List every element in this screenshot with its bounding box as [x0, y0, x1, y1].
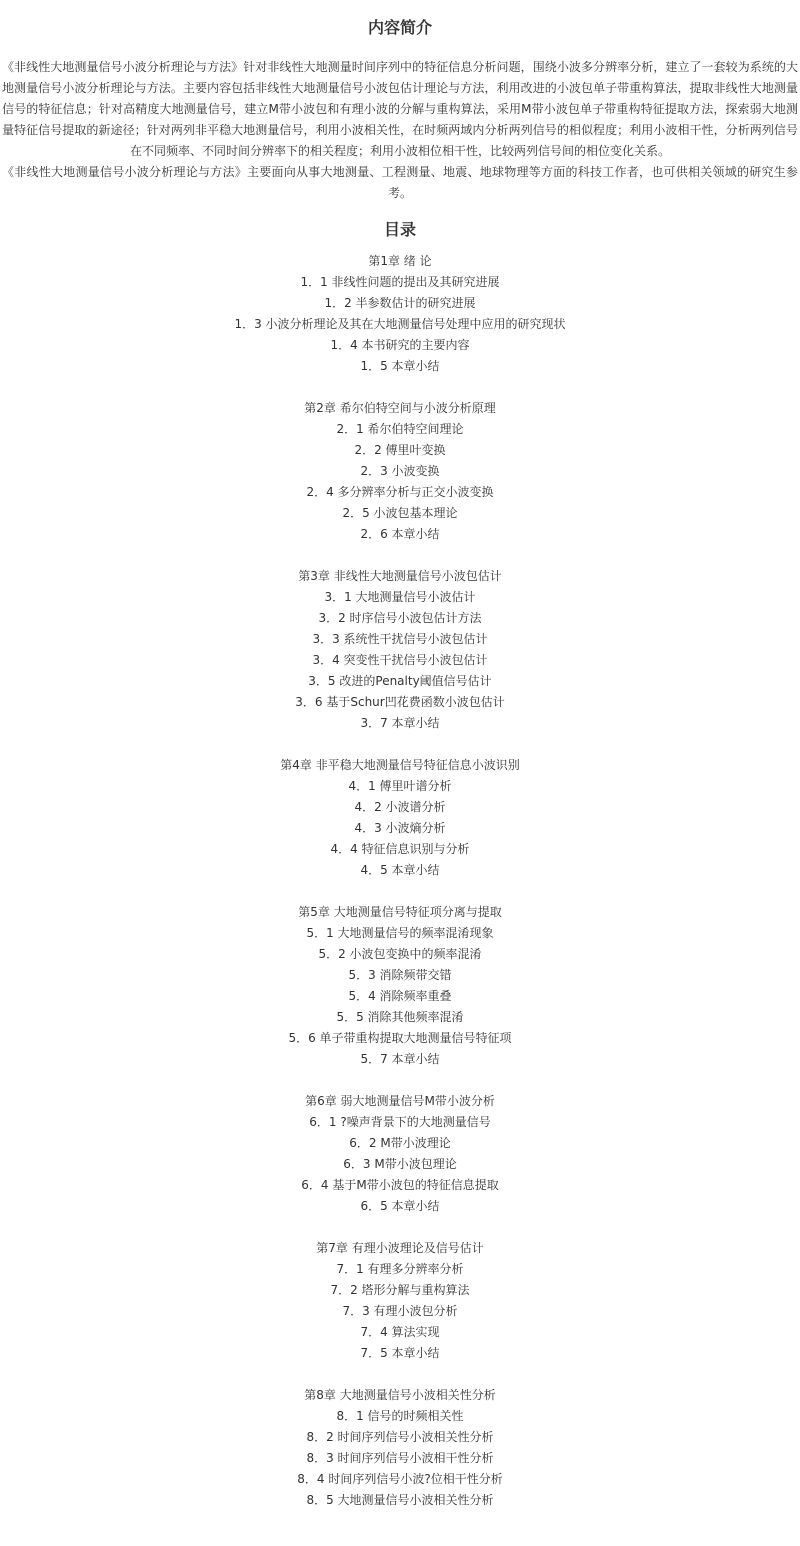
- toc-chapter: [0, 755, 800, 881]
- chapter-title: 第4章 非平稳大地测量信号特征信息小波识别: [280, 758, 520, 772]
- toc-item: 8．2 时间序列信号小波相关性分析: [306, 1430, 494, 1444]
- toc-item: 6．4 基于M带小波包的特征信息提取: [301, 1178, 499, 1192]
- toc-item: 1．4 本书研究的主要内容: [330, 338, 470, 352]
- toc-item: 5．3 消除频带交错: [348, 968, 452, 982]
- toc-item: 7．3 有理小波包分析: [342, 1304, 458, 1318]
- toc-item: 7．2 塔形分解与重构算法: [330, 1283, 470, 1297]
- toc-chapter: [0, 1385, 800, 1511]
- toc-item: 2．5 小波包基本理论: [342, 506, 458, 520]
- toc-item: 5．7 本章小结: [360, 1052, 440, 1066]
- chapter-title: 第5章 大地测量信号特征项分离与提取: [298, 905, 502, 919]
- intro-paragraph: 《非线性大地测量信号小波分析理论与方法》主要面向从事大地测量、工程测量、地震、地球物理等方面的科技工作者，也可供相关领域的研究生参考。: [2, 165, 798, 200]
- intro-paragraph: 《非线性大地测量信号小波分析理论与方法》针对非线性大地测量时间序列中的特征信息分析问题，围绕小波多分辨率分析，建立了一套较为系统的大地测量信号小波分析理论与方法。主要内容包括非线性大地测量信号小波包估计理论与方法，利用改进的小波包单子带重构算法，提取非线性大地测量信号的特征信息；针对高精度大地测量信号，建立M带小波包和有理小波的分解与重构算法，采用M带小波包单子带重构特征提取方法，探索弱大地测量特征信号提取的新途径；针对两列非平稳大地测量信号，利用小波相关性，在时频两域内分析两列信号的相似程度；利用小波相干性，分析两列信号在不同频率、不同时间分辨率下的相关程度；利用小波相位相干性，比较两列信号间的相位变化关系。: [2, 60, 798, 158]
- toc-item: 1．2 半参数估计的研究进展: [324, 296, 476, 310]
- toc-item: 4．5 本章小结: [360, 863, 440, 877]
- toc-item: 4．4 特征信息识别与分析: [330, 842, 470, 856]
- toc-item: 2．4 多分辨率分析与正交小波变换: [306, 485, 494, 499]
- toc-item: 4．1 傅里叶谱分析: [348, 779, 452, 793]
- toc-chapter: [0, 1091, 800, 1217]
- toc-chapter: [0, 398, 800, 545]
- chapter-title: 第1章 绪 论: [368, 254, 432, 268]
- toc-item: 5．6 单子带重构提取大地测量信号特征项: [288, 1031, 512, 1045]
- toc-item: 3．5 改进的Penalty阈值信号估计: [308, 674, 492, 688]
- toc-item: 2．3 小波变换: [360, 464, 440, 478]
- chapter-title: 第8章 大地测量信号小波相关性分析: [304, 1388, 496, 1402]
- toc-item: 3．7 本章小结: [360, 716, 440, 730]
- toc-chapter: [0, 251, 800, 377]
- toc-item: 5．4 消除频率重叠: [348, 989, 452, 1003]
- intro-body: [0, 57, 800, 204]
- toc-item: 5．5 消除其他频率混淆: [336, 1010, 464, 1024]
- toc-item: 5．1 大地测量信号的频率混淆现象: [306, 926, 494, 940]
- toc-item: 3．1 大地测量信号小波估计: [324, 590, 476, 604]
- toc-chapter: [0, 1238, 800, 1364]
- toc-item: 6．5 本章小结: [360, 1199, 440, 1213]
- table-of-contents: [0, 251, 800, 1511]
- toc-item: 3．3 系统性干扰信号小波包估计: [312, 632, 488, 646]
- toc-item: 4．2 小波谱分析: [354, 800, 446, 814]
- toc-item: 1．1 非线性问题的提出及其研究进展: [300, 275, 500, 289]
- toc-item: 7．1 有理多分辨率分析: [336, 1262, 464, 1276]
- chapter-title: 第7章 有理小波理论及信号估计: [316, 1241, 484, 1255]
- toc-item: 6．1 ?噪声背景下的大地测量信号: [309, 1115, 491, 1129]
- chapter-title: 第3章 非线性大地测量信号小波包估计: [298, 569, 502, 583]
- toc-item: 8．5 大地测量信号小波相关性分析: [306, 1493, 494, 1507]
- toc-item: 7．4 算法实现: [360, 1325, 440, 1339]
- toc-heading: 目录: [383, 220, 416, 239]
- toc-chapter: [0, 902, 800, 1070]
- toc-item: 6．3 M带小波包理论: [343, 1157, 457, 1171]
- toc-item: 8．1 信号的时频相关性: [336, 1409, 464, 1423]
- toc-item: 7．5 本章小结: [360, 1346, 440, 1360]
- toc-item: 8．4 时间序列信号小波?位相干性分析: [297, 1472, 503, 1486]
- toc-item: 1．5 本章小结: [360, 359, 440, 373]
- chapter-title: 第2章 希尔伯特空间与小波分析原理: [304, 401, 496, 415]
- intro-heading: 内容简介: [367, 18, 432, 37]
- toc-item: 6．2 M带小波理论: [349, 1136, 451, 1150]
- toc-item: 4．3 小波熵分析: [354, 821, 446, 835]
- toc-item: 2．6 本章小结: [360, 527, 440, 541]
- toc-chapter: [0, 566, 800, 734]
- toc-item: 2．2 傅里叶变换: [354, 443, 446, 457]
- toc-item: 3．4 突变性干扰信号小波包估计: [312, 653, 488, 667]
- toc-item: 2．1 希尔伯特空间理论: [336, 422, 464, 436]
- toc-item: 3．6 基于Schur凹花费函数小波包估计: [295, 695, 505, 709]
- toc-item: 3．2 时序信号小波包估计方法: [318, 611, 482, 625]
- toc-item: 1．3 小波分析理论及其在大地测量信号处理中应用的研究现状: [234, 317, 566, 331]
- chapter-title: 第6章 弱大地测量信号M带小波分析: [305, 1094, 495, 1108]
- toc-item: 8．3 时间序列信号小波相干性分析: [306, 1451, 494, 1465]
- toc-item: 5．2 小波包变换中的频率混淆: [318, 947, 482, 961]
